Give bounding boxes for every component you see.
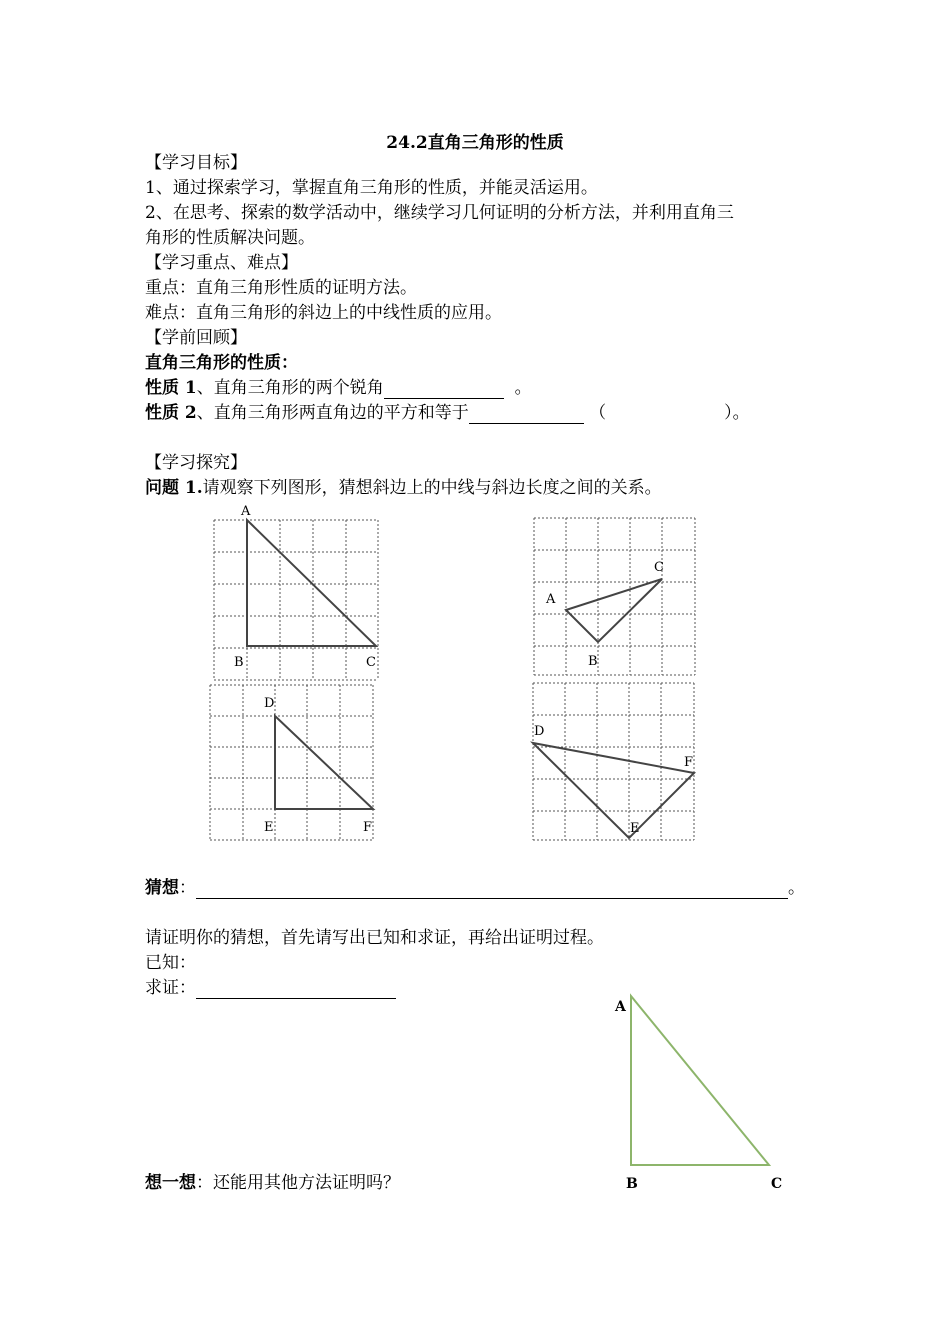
conjecture-label: 猜想 bbox=[145, 878, 179, 898]
label-e: E bbox=[630, 821, 640, 836]
explore-header: 【学习探究】 bbox=[145, 453, 247, 473]
triangle-def bbox=[275, 716, 373, 809]
label-e: E bbox=[264, 820, 274, 835]
conjecture-end: 。 bbox=[788, 878, 805, 898]
conjecture-row bbox=[145, 877, 805, 899]
triangle-abc bbox=[631, 996, 769, 1165]
label-b: B bbox=[626, 1176, 638, 1192]
label-a: A bbox=[241, 504, 251, 519]
key-point: 重点：直角三角形性质的证明方法。 bbox=[145, 278, 417, 298]
question-1-text: 请观察下列图形，猜想斜边上的中线与斜边长度之间的关系。 bbox=[202, 478, 662, 498]
prove-prompt: 请证明你的猜想，首先请写出已知和求证，再给出证明过程。 bbox=[145, 928, 604, 948]
think-row bbox=[145, 1172, 400, 1194]
prove-label: 求证： bbox=[145, 978, 196, 998]
difficulty: 难点：直角三角形的斜边上的中线性质的应用。 bbox=[145, 303, 502, 323]
label-f: F bbox=[363, 820, 373, 835]
proof-triangle-figure bbox=[605, 990, 795, 1195]
grid-figure-def-1 bbox=[205, 682, 385, 842]
grid-figure-abc-2 bbox=[530, 515, 705, 680]
conjecture-blank[interactable] bbox=[196, 882, 788, 899]
page-title: 24.2直角三角形的性质 bbox=[386, 133, 564, 153]
think-label: 想一想 bbox=[145, 1173, 196, 1193]
think-text: ：还能用其他方法证明吗？ bbox=[196, 1173, 400, 1193]
triangle-abc bbox=[566, 579, 662, 642]
property-1 bbox=[145, 377, 532, 399]
label-c: C bbox=[771, 1176, 783, 1192]
triangle-abc bbox=[247, 520, 376, 646]
label-b: B bbox=[234, 655, 244, 670]
prove-row bbox=[145, 977, 396, 999]
objective-1: 1、通过探索学习，掌握直角三角形的性质，并能灵活运用。 bbox=[145, 178, 598, 198]
grid-lines bbox=[533, 683, 694, 840]
label-d: D bbox=[264, 696, 275, 711]
objective-2-line2: 角形的性质解决问题。 bbox=[145, 228, 315, 248]
property-1-blank[interactable] bbox=[384, 382, 504, 399]
given-label: 已知： bbox=[145, 953, 196, 973]
label-c: C bbox=[654, 560, 664, 575]
property-1-label: 性质 1 bbox=[145, 378, 197, 398]
triangle-def bbox=[533, 743, 694, 838]
property-2-label: 性质 2 bbox=[145, 403, 197, 423]
review-header: 【学前回顾】 bbox=[145, 328, 247, 348]
label-c: C bbox=[366, 655, 376, 670]
property-2 bbox=[145, 402, 750, 424]
property-2-paren-open: （ bbox=[589, 403, 607, 423]
grid-lines bbox=[534, 518, 695, 675]
label-b: B bbox=[588, 654, 598, 669]
grid-figure-abc-1 bbox=[200, 500, 390, 680]
label-a: A bbox=[615, 999, 626, 1015]
grid-lines bbox=[210, 685, 373, 840]
label-a: A bbox=[546, 592, 556, 607]
conjecture-colon: ： bbox=[179, 878, 196, 898]
objective-2-line1: 2、在思考、探索的数学活动中，继续学习几何证明的分析方法，并利用直角三 bbox=[145, 203, 734, 223]
property-2-blank[interactable] bbox=[469, 407, 584, 424]
question-1 bbox=[145, 477, 662, 499]
objectives-header: 【学习目标】 bbox=[145, 153, 247, 173]
review-title: 直角三角形的性质： bbox=[145, 353, 298, 373]
label-f: F bbox=[684, 755, 694, 770]
property-1-end: 。 bbox=[514, 378, 532, 398]
prove-blank[interactable] bbox=[196, 982, 396, 999]
focus-header: 【学习重点、难点】 bbox=[145, 253, 298, 273]
grid-figure-def-2 bbox=[530, 680, 705, 845]
property-1-text: 、直角三角形的两个锐角 bbox=[196, 378, 384, 398]
question-1-label: 问题 1. bbox=[145, 478, 203, 498]
property-2-text: 、直角三角形两直角边的平方和等于 bbox=[196, 403, 469, 423]
property-2-paren-close: ）。 bbox=[724, 403, 750, 423]
label-d: D bbox=[534, 724, 545, 739]
